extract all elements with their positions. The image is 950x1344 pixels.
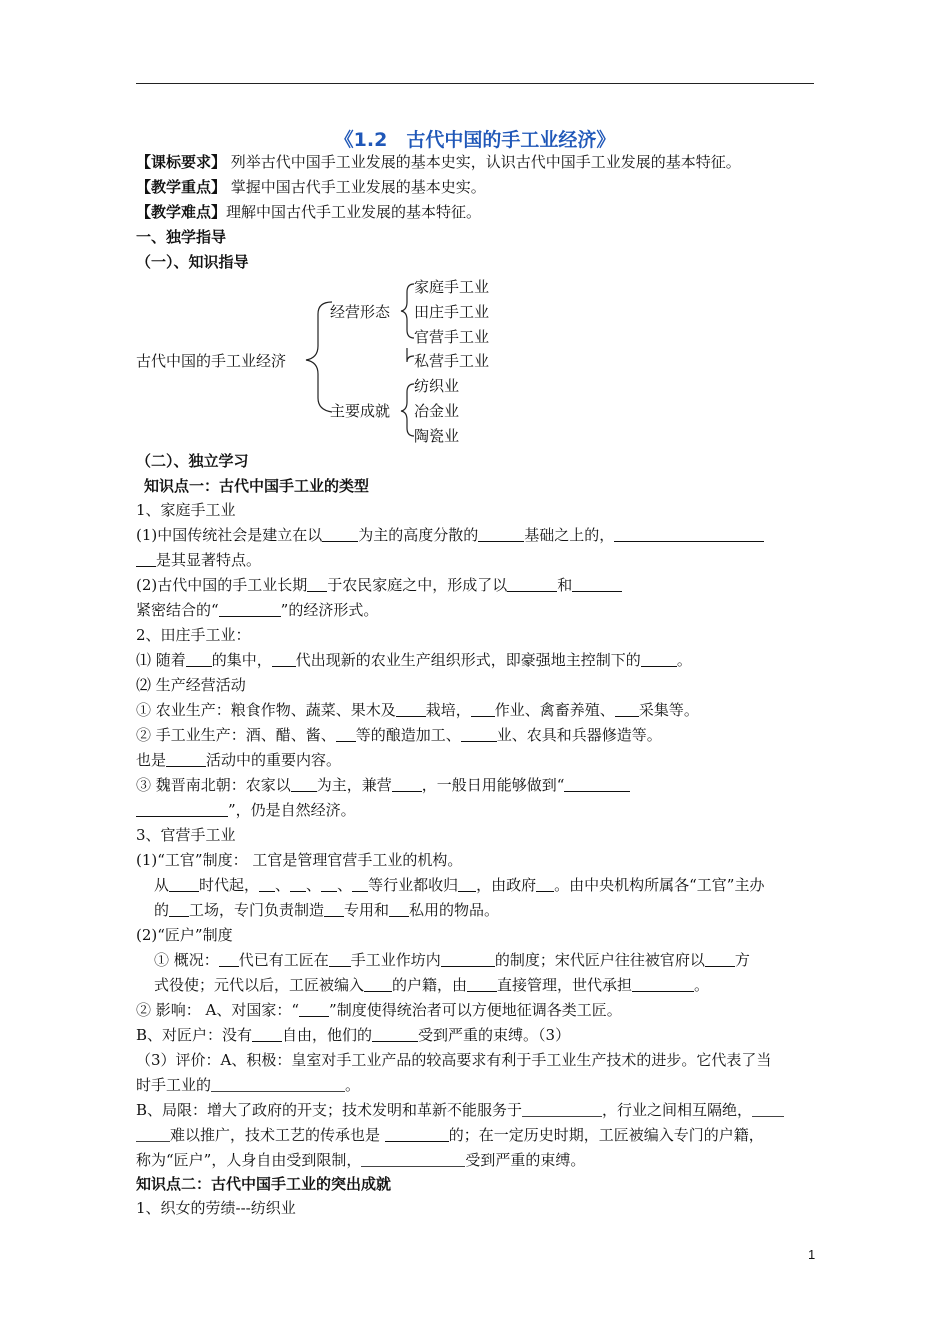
- fill-blank[interactable]: [272, 651, 296, 667]
- knowledge-point-1: 知识点一：古代中国手工业的类型: [144, 477, 370, 495]
- fill-blank[interactable]: [396, 701, 426, 717]
- diagram-braces: [0, 0, 950, 460]
- fill-blank[interactable]: [458, 876, 476, 892]
- text-line: ③ 魏晋南北朝：农家以 为主，兼营 ，一般日用能够做到“: [136, 775, 630, 795]
- text-line: (2)“匠户”制度: [136, 926, 233, 944]
- fill-blank[interactable]: [259, 876, 275, 892]
- subheading-official-handicraft: 3、官营手工业: [136, 826, 236, 844]
- fill-blank[interactable]: [169, 901, 189, 917]
- curriculum-requirement: 【课标要求】 列举古代中国手工业发展的基本史实，认识古代中国手工业发展的基本特征。: [136, 153, 741, 171]
- text-line: 紧密结合的“ ”的经济形式。: [136, 601, 379, 619]
- fill-blank[interactable]: [705, 951, 735, 967]
- fill-blank[interactable]: [136, 551, 156, 567]
- fill-blank[interactable]: [307, 576, 327, 592]
- fill-blank[interactable]: [385, 1126, 449, 1142]
- fill-blank[interactable]: [169, 876, 199, 892]
- fill-blank[interactable]: [615, 701, 639, 717]
- fill-blank[interactable]: [322, 526, 358, 542]
- diagram-branch-business-forms: 经营形态: [330, 303, 391, 321]
- text-line: ”，仍是自然经济。: [136, 800, 356, 820]
- knowledge-point-2: 知识点二：古代中国手工业的突出成就: [136, 1175, 392, 1193]
- text-line: 是其显著特点。: [136, 550, 261, 570]
- fill-blank[interactable]: [299, 1001, 329, 1017]
- diagram-item: 官营手工业: [414, 328, 490, 346]
- fill-blank[interactable]: [536, 876, 554, 892]
- text-line: 时手工业的 。: [136, 1076, 361, 1094]
- page-title: 《1.2 古代中国的手工业经济》: [334, 129, 616, 151]
- diagram-item: 纺织业: [414, 377, 460, 395]
- text-line: (1)“工官”制度： 工官是管理官营手工业的机构。: [136, 851, 463, 869]
- section-heading-1: 一、独学指导: [136, 228, 227, 246]
- text-line: ② 影响： A、对国家：“ ”制度使得统治者可以方便地征调各类工匠。: [136, 1001, 622, 1019]
- fill-blank[interactable]: [211, 1076, 345, 1092]
- text-line: 的 工场，专门负责制造 专用和 私用的物品。: [154, 901, 500, 919]
- fill-blank[interactable]: [361, 1151, 465, 1167]
- diagram-root: 古代中国的手工业经济: [136, 352, 287, 370]
- diagram-item: 陶瓷业: [414, 427, 460, 445]
- fill-blank[interactable]: [441, 951, 495, 967]
- fill-blank[interactable]: [290, 876, 306, 892]
- text-line: (1)中国传统社会是建立在以 为主的高度分散的 基础之上的，: [136, 525, 764, 545]
- text-line: ② 手工业生产：酒、醋、酱、 等的酿造加工、 业、农具和兵器修造等。: [136, 726, 662, 744]
- diagram-item: 冶金业: [414, 402, 460, 420]
- fill-blank[interactable]: [392, 776, 422, 792]
- subheading-family-handicraft: 1、家庭手工业: [136, 501, 236, 519]
- text-line: ① 农业生产：粮食作物、蔬菜、果木及 栽培， 作业、禽畜养殖、 采集等。: [136, 701, 699, 719]
- fill-blank[interactable]: [219, 601, 281, 617]
- text-line: 从 时代起， 、 、 、 等行业都收归 ，由政府 。由中央机构所属各“工官”主办: [154, 876, 765, 894]
- fill-blank[interactable]: [752, 1101, 784, 1117]
- fill-blank[interactable]: [252, 1026, 282, 1042]
- diagram-item: 私营手工业: [414, 352, 490, 370]
- fill-blank[interactable]: [564, 776, 630, 792]
- text-line: 难以推广，技术工艺的传承也是 的；在一定历史时期，工匠被编入专门的户籍，: [136, 1125, 764, 1145]
- fill-blank[interactable]: [364, 976, 392, 992]
- fill-blank[interactable]: [372, 1026, 418, 1042]
- text-line: B、对匠户：没有 自由，他们的 受到严重的束缚。（3）: [136, 1026, 571, 1044]
- fill-blank[interactable]: [471, 701, 495, 717]
- section-heading-1-2: （二）、独立学习: [136, 452, 249, 470]
- fill-blank[interactable]: [219, 951, 239, 967]
- diagram-item: 家庭手工业: [414, 278, 490, 296]
- section-heading-1-1: （一）、知识指导: [136, 253, 249, 271]
- fill-blank[interactable]: [166, 751, 206, 767]
- fill-blank[interactable]: [136, 1126, 170, 1142]
- fill-blank[interactable]: [324, 901, 344, 917]
- text-line: B、局限：增大了政府的开支；技术发明和革新不能服务于 ，行业之间相互隔绝，: [136, 1100, 784, 1120]
- text-line: ⑴ 随着 的集中， 代出现新的农业生产组织形式，即豪强地主控制下的 。: [136, 651, 692, 669]
- teaching-focus: 【教学重点】 掌握中国古代手工业发展的基本史实。: [136, 178, 486, 196]
- fill-blank[interactable]: [478, 526, 524, 542]
- fill-blank[interactable]: [632, 976, 694, 992]
- page-number: 1: [808, 1247, 816, 1262]
- fill-blank[interactable]: [641, 651, 677, 667]
- fill-blank[interactable]: [291, 776, 317, 792]
- subheading-textile: 1、织女的劳绩---纺织业: [136, 1199, 296, 1217]
- fill-blank[interactable]: [507, 576, 557, 592]
- fill-blank[interactable]: [572, 576, 622, 592]
- text-line: 式役使；元代以后，工匠被编入 的户籍，由 直接管理，世代承担 。: [154, 976, 710, 994]
- fill-blank[interactable]: [389, 901, 409, 917]
- fill-blank[interactable]: [186, 651, 212, 667]
- subheading-manor-handicraft: 2、田庄手工业：: [136, 626, 251, 644]
- fill-blank[interactable]: [321, 876, 337, 892]
- diagram-branch-achievements: 主要成就: [330, 402, 391, 420]
- text-line: ⑵ 生产经营活动: [136, 676, 246, 694]
- text-line: 称为“匠户”，人身自由受到限制， 受到严重的束缚。: [136, 1151, 586, 1169]
- teaching-difficulty: 【教学难点】理解中国古代手工业发展的基本特征。: [136, 203, 482, 221]
- text-line: 也是 活动中的重要内容。: [136, 751, 342, 769]
- text-line: (2)古代中国的手工业长期 于农民家庭之中，形成了以 和: [136, 575, 622, 595]
- fill-blank[interactable]: [461, 726, 497, 742]
- fill-blank[interactable]: [329, 951, 351, 967]
- fill-blank[interactable]: [614, 526, 764, 542]
- fill-blank[interactable]: [136, 801, 228, 817]
- fill-blank[interactable]: [522, 1101, 602, 1117]
- fill-blank[interactable]: [352, 876, 368, 892]
- fill-blank[interactable]: [336, 726, 356, 742]
- diagram-item: 田庄手工业: [414, 303, 490, 321]
- fill-blank[interactable]: [467, 976, 497, 992]
- text-line: （3）评价：A、积极：皇室对手工业产品的较高要求有利于手工业生产技术的进步。它代表了当: [136, 1051, 772, 1069]
- text-line: ① 概况： 代已有工匠在 手工业作坊内 的制度；宋代匠户往往被官府以 方: [154, 951, 750, 969]
